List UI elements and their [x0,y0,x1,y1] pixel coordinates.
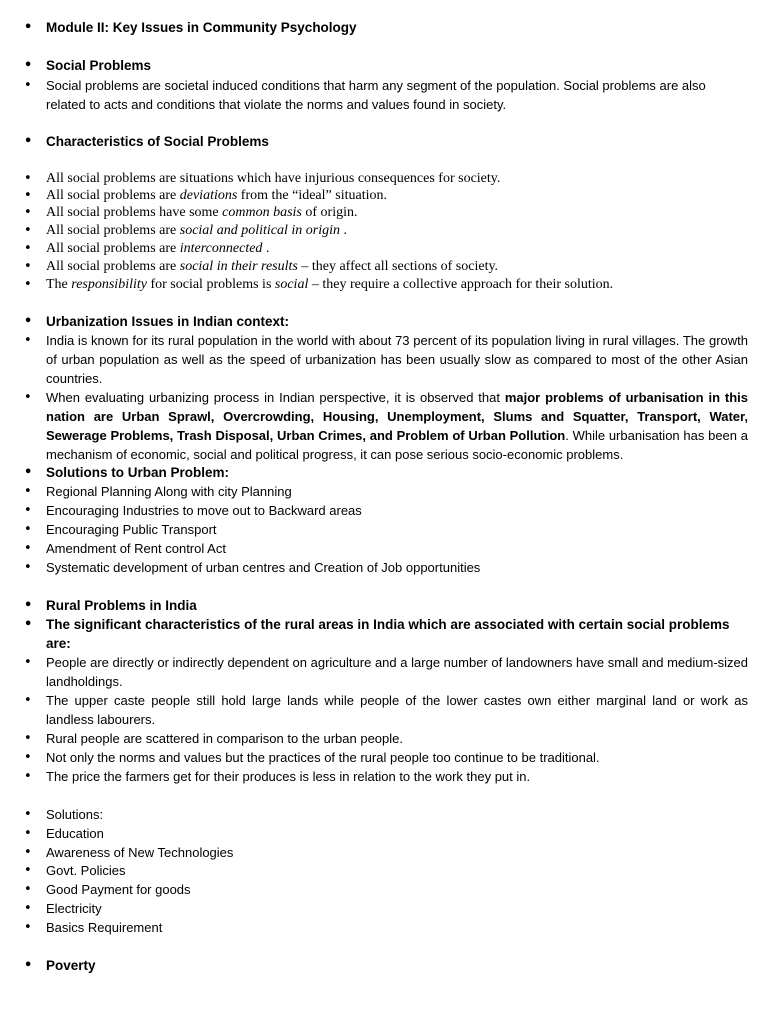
urban-solution-item: • Systematic development of urban centres and Creation of Job opportunities [46,558,748,577]
urban-solutions-heading: • Solutions to Urban Problem: [46,463,748,482]
rural-heading: • Rural Problems in India [46,596,748,615]
urbanization-paragraph-1: • India is known for its rural population in the world with about 73 percent of its population living in rural villages. The growth of urban population as well as the speed of urbanization has been usually slow as compared to most of the other Asian countries. [46,331,748,388]
rural-solution-item: • Basics Requirement [46,918,748,937]
social-problems-definition: • Social problems are societal induced conditions that harm any segment of the population. Social problems are also related to acts and conditions that violate the norms and values found in society. [46,76,748,114]
urbanization-paragraph-2: • When evaluating urbanizing process in Indian perspective, it is observed that major problems of urbanisation in this nation are Urban Sprawl, Overcrowding, Housing, Unemployment, Slums and Squatter, Transport, Water, Sewerage Problems, Trash Disposal, Urban Crimes, and Problem of Urban Pollution. While urbanisation has been a mechanism of economic, social and political progress, it can pose serious socio-economic problems. [46,388,748,464]
rural-point: • The upper caste people still hold large lands while people of the lower castes own either marginal land or work as landless labourers. [46,691,748,729]
urban-solution-item: • Encouraging Industries to move out to Backward areas [46,501,748,520]
rural-solution-item: • Education [46,824,748,843]
rural-solution-item: • Electricity [46,899,748,918]
rural-solutions-label: • Solutions: [46,805,748,824]
social-problems-heading: • Social Problems [46,56,748,75]
rural-point: • People are directly or indirectly dependent on agriculture and a large number of landowners have small and medium-sized landholdings. [46,653,748,691]
rural-subheading: • The significant characteristics of the rural areas in India which are associated with certain social problems are: [46,615,748,653]
rural-solution-item: • Good Payment for goods [46,880,748,899]
rural-point: • Rural people are scattered in comparison to the urban people. [46,729,748,748]
characteristic-item: • The responsibility for social problems is social – they require a collective approach for their solution. [46,276,748,294]
rural-solution-item: • Awareness of New Technologies [46,843,748,862]
rural-solution-item: • Govt. Policies [46,861,748,880]
characteristic-item: • All social problems are interconnected . [46,240,748,258]
urban-solution-item: • Amendment of Rent control Act [46,539,748,558]
characteristic-item: • All social problems have some common basis of origin. [46,204,748,222]
urban-solution-item: • Regional Planning Along with city Planning [46,482,748,501]
characteristics-heading: • Characteristics of Social Problems [46,132,748,151]
characteristic-item: • All social problems are social in their results – they affect all sections of society. [46,258,748,276]
rural-point: • The price the farmers get for their produces is less in relation to the work they put in. [46,767,748,786]
urban-solution-item: • Encouraging Public Transport [46,520,748,539]
module-title: • Module II: Key Issues in Community Psychology [46,18,748,37]
urbanization-heading: • Urbanization Issues in Indian context: [46,312,748,331]
characteristic-item: • All social problems are deviations from the “ideal” situation. [46,187,748,205]
poverty-heading: • Poverty [46,956,748,975]
characteristic-item: • All social problems are situations which have injurious consequences for society. [46,170,748,188]
characteristic-item: • All social problems are social and political in origin . [46,222,748,240]
rural-point: • Not only the norms and values but the practices of the rural people too continue to be traditional. [46,748,748,767]
